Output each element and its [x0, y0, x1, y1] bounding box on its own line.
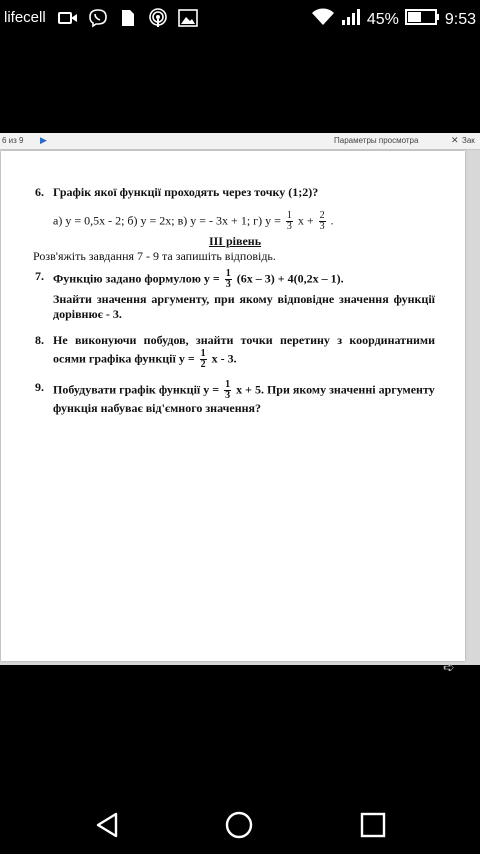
instruction: Розв'яжіть завдання 7 - 9 та запишіть відповідь.	[33, 249, 276, 264]
recents-icon[interactable]	[358, 810, 388, 840]
clock: 9:53	[444, 10, 476, 28]
page-indicator[interactable]: 6 из 9	[2, 136, 24, 145]
battery-percent: 45%	[366, 10, 399, 28]
question-7	[35, 269, 435, 323]
options-text: .	[330, 212, 334, 227]
home-icon[interactable]	[224, 810, 254, 840]
sim-card-icon	[118, 9, 138, 27]
question-number: 8.	[35, 332, 44, 347]
question-number: 9.	[35, 379, 44, 394]
question-text: Функцію задано формулою y = $\frac{1}{3}$ (6x – 3) + 4(0,2x – 1). Знайти значення аргументу, при якому відповідне значення функції дорівнює - 3.	[53, 267, 435, 322]
level-title: ІІІ рівень	[208, 233, 262, 248]
next-page-icon[interactable]: ▶	[40, 135, 47, 145]
document-content	[35, 185, 435, 416]
fraction: $\frac{1}{3}$	[286, 209, 292, 232]
video-icon	[58, 9, 78, 27]
viewer-toolbar	[0, 133, 480, 150]
next-arrow-icon[interactable]: ➪	[443, 659, 455, 675]
document-viewer[interactable]	[0, 133, 480, 675]
back-icon[interactable]	[92, 810, 122, 840]
question-9	[35, 380, 435, 417]
status-bar	[0, 0, 480, 36]
wifi-icon	[311, 8, 335, 31]
question-number: 7.	[35, 268, 44, 283]
question-number: 6.	[35, 185, 44, 199]
fraction: $\frac{2}{3}$	[319, 209, 325, 232]
close-label[interactable]: Зак	[462, 136, 475, 145]
signal-icon	[341, 8, 361, 31]
question-6	[35, 185, 435, 201]
battery-icon	[405, 9, 439, 30]
viber-icon	[88, 9, 108, 27]
options-text: а) y = 0,5x - 2; б) y = 2x; в) y = - 3x + 1; г) y =	[53, 212, 281, 227]
close-icon[interactable]: ✕	[451, 135, 459, 145]
image-icon	[178, 9, 198, 27]
view-params-button[interactable]: Параметры просмотра	[334, 136, 419, 145]
carrier-name: lifecell	[4, 9, 46, 26]
options-text: x +	[297, 212, 314, 227]
question-text: Побудувати графік функції y = $\frac{1}{3}$ x + 5. При якому значенні аргументу функція набуває від'ємного значення?	[53, 378, 435, 415]
question-6-options	[53, 211, 435, 232]
navigation-bar	[0, 794, 480, 854]
question-text: Графік якої функції проходять через точку (1;2)?	[53, 185, 319, 199]
hotspot-icon	[148, 9, 168, 27]
document-page	[1, 151, 465, 675]
question-text: Не виконуючи побудов, знайти точки перетину з координатними осями графіка функції y = $\frac{1}{2}$ x - 3.	[53, 332, 435, 370]
question-8	[35, 333, 435, 370]
